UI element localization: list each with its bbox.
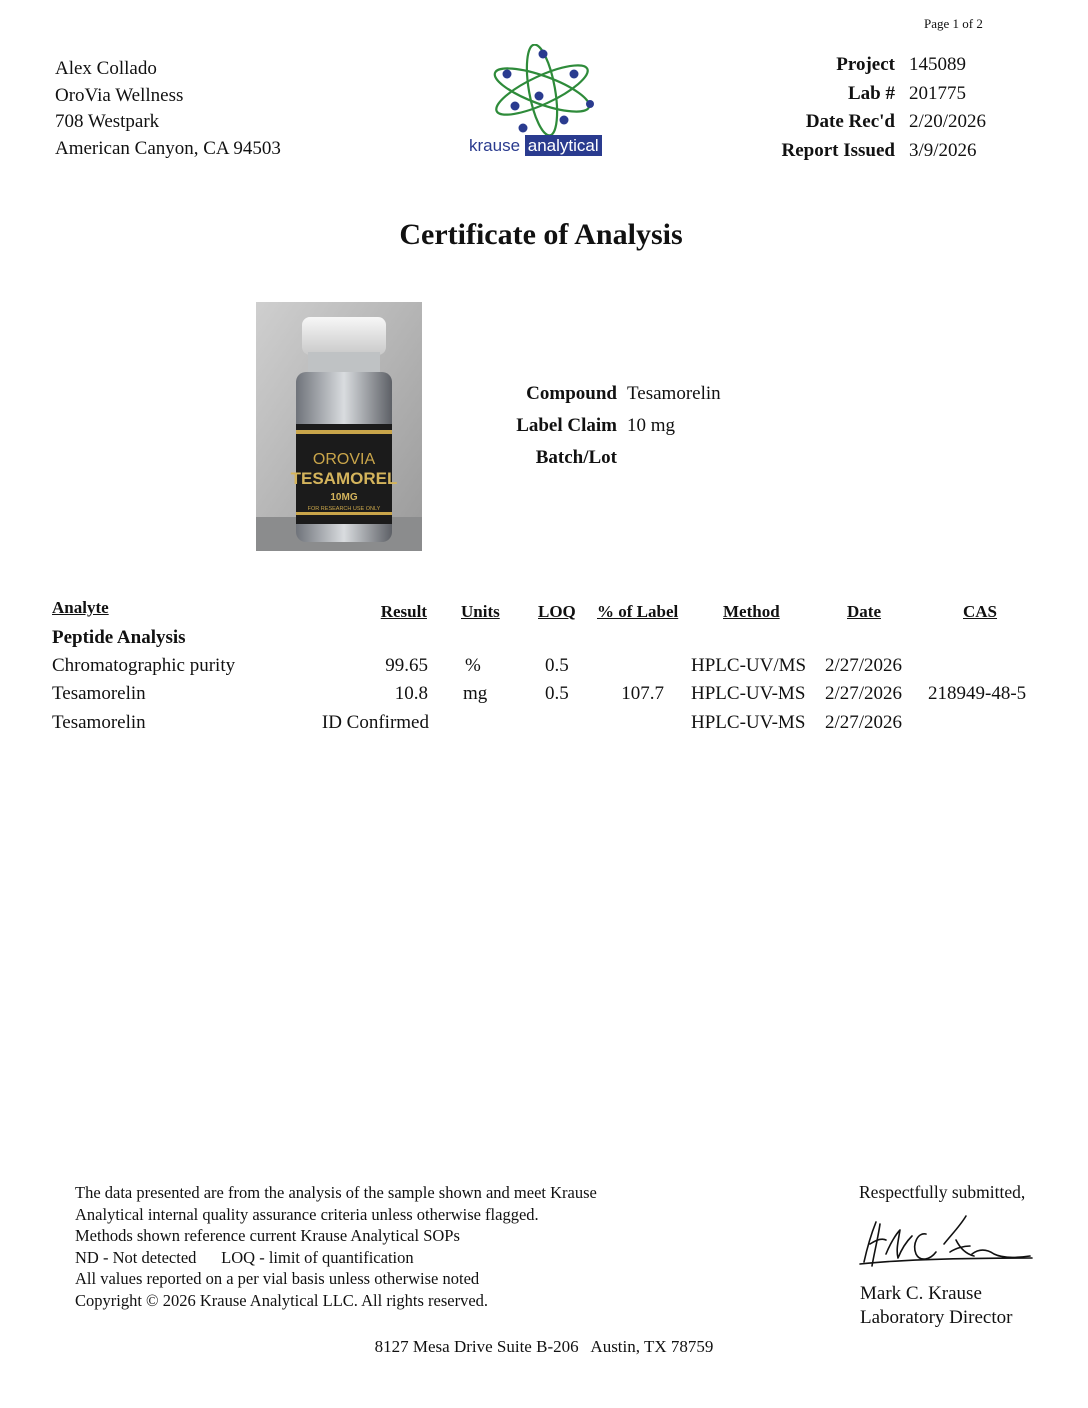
row1-result: 99.65 (385, 655, 428, 676)
meta-row-lab: Lab # 201775 (848, 82, 966, 104)
batch-lot-row: Batch/Lot (535, 447, 617, 468)
logo-word-analytical: analytical (525, 135, 602, 156)
row3-analyte: Tesamorelin (52, 712, 146, 733)
row2-analyte: Tesamorelin (52, 683, 146, 704)
header-cas: CAS (963, 602, 998, 621)
row3-date: 2/27/2026 (825, 712, 903, 733)
client-name: Alex Collado (55, 58, 157, 79)
signer-title: Laboratory Director (860, 1307, 1013, 1328)
meta-row-report-issued: Report Issued 3/9/2026 (781, 139, 977, 161)
row2-cas: 218949-48-5 (928, 683, 1027, 704)
section-heading-peptide: Peptide Analysis (52, 627, 186, 648)
report-meta (760, 54, 986, 168)
compound-info (460, 383, 721, 479)
client-street: 708 Westpark (55, 111, 160, 132)
signer-name: Mark C. Krause (860, 1283, 982, 1304)
row1-analyte: Chromatographic purity (52, 655, 236, 676)
header-pct-label: % of Label (597, 602, 679, 621)
header-units: Units (461, 602, 500, 621)
page-title: Certificate of Analysis (399, 218, 683, 251)
copyright: Copyright © 2026 Krause Analytical LLC. All rights reserved. (75, 1290, 489, 1310)
row2-units: mg (463, 683, 488, 704)
signer (860, 1282, 1012, 1330)
handwritten-signature (856, 1204, 1036, 1276)
header-date: Date (847, 602, 881, 621)
header-analyte: Analyte (52, 598, 109, 617)
footnote-line: All values reported on a per vial basis unless otherwise noted (75, 1269, 480, 1288)
footnote-line: ND - Not detected LOQ - limit of quantification (75, 1247, 414, 1267)
footnote-line: Analytical internal quality assurance criteria unless otherwise flagged. (75, 1204, 539, 1224)
row2-method: HPLC-UV-MS (691, 683, 806, 704)
atom-logo-icon (466, 44, 622, 136)
vial-product-text: TESAMOREL (290, 469, 398, 488)
row1-method: HPLC-UV/MS (691, 655, 807, 676)
row1-date: 2/27/2026 (825, 655, 903, 676)
header-result: Result (380, 602, 427, 621)
row2-loq: 0.5 (545, 683, 569, 704)
client-address (55, 56, 281, 162)
meta-row-project: Project 145089 (836, 54, 966, 75)
header-loq: LOQ (538, 602, 576, 621)
vial-note-text: FOR RESEARCH USE ONLY (307, 506, 381, 512)
row3-result: ID Confirmed (321, 712, 429, 733)
row1-units: % (465, 655, 481, 676)
vial-dose-text: 10MG (330, 492, 358, 503)
row3-method: HPLC-UV-MS (691, 712, 806, 733)
label-claim-row: Label Claim 10 mg (516, 415, 676, 436)
vial-image (256, 302, 422, 551)
footnotes (75, 1182, 597, 1311)
vial-brand-text: OROVIA (312, 451, 376, 468)
footer-address: 8127 Mesa Drive Suite B-206 Austin, TX 78759 (374, 1337, 714, 1356)
row2-pct-label: 107.7 (621, 683, 664, 704)
logo-word-krause: krause (469, 136, 521, 155)
page-number: Page 1 of 2 (924, 16, 983, 31)
header-method: Method (723, 602, 780, 621)
row2-date: 2/27/2026 (825, 683, 903, 704)
compound-row: Compound Tesamorelin (526, 383, 721, 404)
client-company: OroVia Wellness (55, 84, 184, 106)
sample-vial-photo (256, 302, 422, 551)
footnote-line: The data presented are from the analysis of the sample shown and meet Krause (75, 1183, 597, 1202)
row2-result: 10.8 (394, 683, 428, 704)
row1-loq: 0.5 (545, 655, 569, 676)
meta-row-date-received: Date Rec'd 2/20/2026 (805, 111, 987, 132)
signature-icon (856, 1204, 1036, 1276)
krause-analytical-logo (466, 44, 622, 166)
client-city: American Canyon, CA 94503 (55, 137, 281, 159)
footnote-line: Methods shown reference current Krause Analytical SOPs (75, 1226, 460, 1245)
closing-text: Respectfully submitted, (859, 1182, 1026, 1202)
